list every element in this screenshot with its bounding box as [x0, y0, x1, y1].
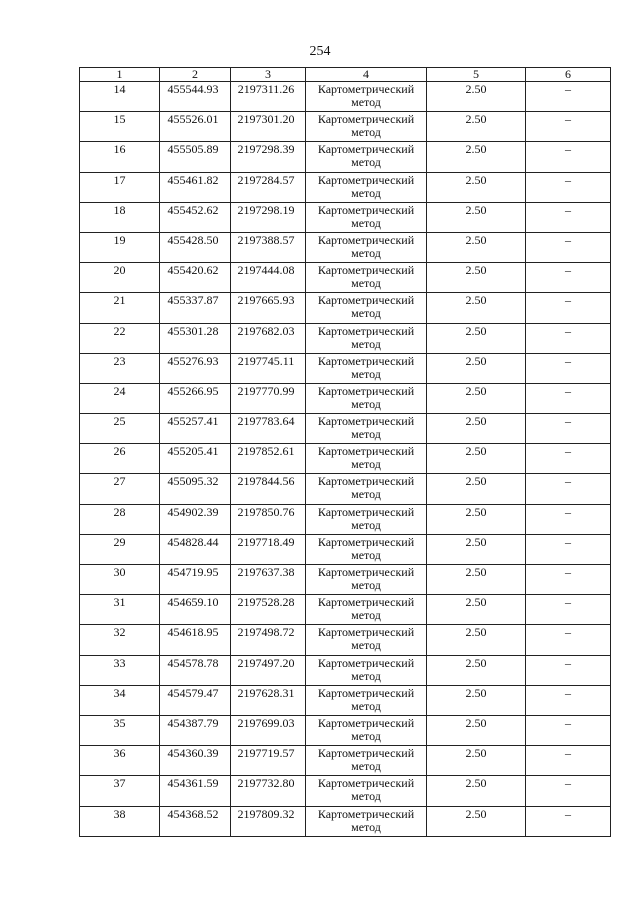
method-line-2: метод — [351, 396, 381, 411]
column-header: 5 — [427, 68, 526, 82]
accuracy-cell: 2.50 — [427, 595, 526, 625]
table-header-row — [80, 68, 611, 82]
method-cell — [306, 474, 427, 504]
accuracy-cell: 2.50 — [427, 504, 526, 534]
table-row — [80, 414, 611, 444]
x-coordinate-cell: 455526.01 — [160, 112, 231, 142]
method-cell — [306, 625, 427, 655]
method-line-2: метод — [351, 668, 381, 683]
method-line-1: Картометрический — [317, 625, 415, 640]
table-row — [80, 655, 611, 685]
method-cell — [306, 746, 427, 776]
x-coordinate-cell: 454578.78 — [160, 655, 231, 685]
point-number-cell: 35 — [80, 715, 160, 745]
y-coordinate-cell: 2197498.72 — [231, 625, 306, 655]
note-cell: – — [526, 293, 611, 323]
method-line-1: Картометрический — [317, 202, 415, 217]
accuracy-cell: 2.50 — [427, 414, 526, 444]
method-line-2: метод — [351, 638, 381, 653]
note-cell: – — [526, 504, 611, 534]
method-cell — [306, 595, 427, 625]
method-line-2: метод — [351, 698, 381, 713]
accuracy-cell: 2.50 — [427, 776, 526, 806]
method-line-1: Картометрический — [317, 323, 415, 338]
x-coordinate-cell: 454902.39 — [160, 504, 231, 534]
x-coordinate-cell: 455257.41 — [160, 414, 231, 444]
note-cell: – — [526, 655, 611, 685]
method-cell — [306, 685, 427, 715]
method-line-1: Картометрический — [317, 565, 415, 579]
method-cell — [306, 806, 427, 836]
y-coordinate-cell: 2197298.39 — [231, 142, 306, 172]
y-coordinate-cell: 2197665.93 — [231, 293, 306, 323]
accuracy-cell: 2.50 — [427, 263, 526, 293]
point-number-cell: 23 — [80, 353, 160, 383]
y-coordinate-cell: 2197718.49 — [231, 534, 306, 564]
point-number-cell: 38 — [80, 806, 160, 836]
table-row — [80, 172, 611, 202]
accuracy-cell: 2.50 — [427, 655, 526, 685]
method-line-1: Картометрический — [317, 504, 415, 519]
note-cell: – — [526, 172, 611, 202]
accuracy-cell: 2.50 — [427, 715, 526, 745]
note-cell: – — [526, 142, 611, 172]
note-cell: – — [526, 112, 611, 142]
note-cell: – — [526, 474, 611, 504]
x-coordinate-cell: 455505.89 — [160, 142, 231, 172]
method-cell — [306, 715, 427, 745]
method-line-1: Картометрический — [317, 383, 415, 398]
method-line-2: метод — [351, 245, 381, 260]
table-row — [80, 534, 611, 564]
y-coordinate-cell: 2197809.32 — [231, 806, 306, 836]
method-line-2: метод — [351, 728, 381, 743]
accuracy-cell: 2.50 — [427, 806, 526, 836]
method-line-1: Картометрический — [317, 232, 415, 247]
note-cell: – — [526, 534, 611, 564]
method-line-1: Картометрический — [317, 806, 415, 821]
method-line-1: Картометрический — [317, 263, 415, 278]
column-header: 3 — [231, 68, 306, 82]
accuracy-cell: 2.50 — [427, 534, 526, 564]
method-line-2: метод — [351, 95, 381, 109]
note-cell: – — [526, 232, 611, 262]
x-coordinate-cell: 455205.41 — [160, 444, 231, 474]
column-header: 6 — [526, 68, 611, 82]
accuracy-cell: 2.50 — [427, 142, 526, 172]
method-cell — [306, 263, 427, 293]
table-row — [80, 82, 611, 112]
method-line-1: Картометрический — [317, 715, 415, 730]
method-line-1: Картометрический — [317, 595, 415, 610]
method-line-1: Картометрический — [317, 685, 415, 700]
accuracy-cell: 2.50 — [427, 353, 526, 383]
method-cell — [306, 504, 427, 534]
table-row — [80, 625, 611, 655]
point-number-cell: 20 — [80, 263, 160, 293]
method-line-1: Картометрический — [317, 776, 415, 791]
note-cell: – — [526, 715, 611, 745]
table-row — [80, 715, 611, 745]
x-coordinate-cell: 454618.95 — [160, 625, 231, 655]
accuracy-cell: 2.50 — [427, 172, 526, 202]
x-coordinate-cell: 455420.62 — [160, 263, 231, 293]
method-cell — [306, 565, 427, 595]
table-row — [80, 776, 611, 806]
x-coordinate-cell: 455266.95 — [160, 383, 231, 413]
method-line-1: Картометрический — [317, 82, 415, 96]
point-number-cell: 31 — [80, 595, 160, 625]
x-coordinate-cell: 455452.62 — [160, 202, 231, 232]
accuracy-cell: 2.50 — [427, 202, 526, 232]
method-line-1: Картометрический — [317, 293, 415, 308]
y-coordinate-cell: 2197745.11 — [231, 353, 306, 383]
accuracy-cell: 2.50 — [427, 232, 526, 262]
method-cell — [306, 353, 427, 383]
accuracy-cell: 2.50 — [427, 685, 526, 715]
note-cell: – — [526, 595, 611, 625]
method-line-2: метод — [351, 487, 381, 502]
accuracy-cell: 2.50 — [427, 565, 526, 595]
column-header: 1 — [80, 68, 160, 82]
method-line-2: метод — [351, 185, 381, 200]
accuracy-cell: 2.50 — [427, 323, 526, 353]
y-coordinate-cell: 2197497.20 — [231, 655, 306, 685]
y-coordinate-cell: 2197682.03 — [231, 323, 306, 353]
point-number-cell: 34 — [80, 685, 160, 715]
table-row — [80, 685, 611, 715]
point-number-cell: 17 — [80, 172, 160, 202]
table-row — [80, 474, 611, 504]
accuracy-cell: 2.50 — [427, 383, 526, 413]
table-row — [80, 202, 611, 232]
x-coordinate-cell: 455337.87 — [160, 293, 231, 323]
point-number-cell: 24 — [80, 383, 160, 413]
y-coordinate-cell: 2197311.26 — [231, 82, 306, 112]
method-line-1: Картометрический — [317, 534, 415, 549]
method-line-1: Картометрический — [317, 353, 415, 368]
method-line-2: метод — [351, 789, 381, 804]
y-coordinate-cell: 2197284.57 — [231, 172, 306, 202]
note-cell: – — [526, 82, 611, 112]
x-coordinate-cell: 454387.79 — [160, 715, 231, 745]
method-line-1: Картометрический — [317, 142, 415, 157]
y-coordinate-cell: 2197628.31 — [231, 685, 306, 715]
point-number-cell: 32 — [80, 625, 160, 655]
method-line-1: Картометрический — [317, 746, 415, 761]
method-line-2: метод — [351, 759, 381, 774]
method-cell — [306, 112, 427, 142]
method-line-2: метод — [351, 517, 381, 532]
method-cell — [306, 323, 427, 353]
point-number-cell: 22 — [80, 323, 160, 353]
x-coordinate-cell: 455095.32 — [160, 474, 231, 504]
table-row — [80, 263, 611, 293]
y-coordinate-cell: 2197783.64 — [231, 414, 306, 444]
point-number-cell: 37 — [80, 776, 160, 806]
note-cell: – — [526, 776, 611, 806]
point-number-cell: 26 — [80, 444, 160, 474]
method-cell — [306, 293, 427, 323]
x-coordinate-cell: 454659.10 — [160, 595, 231, 625]
x-coordinate-cell: 454368.52 — [160, 806, 231, 836]
table-row — [80, 293, 611, 323]
x-coordinate-cell: 454579.47 — [160, 685, 231, 715]
method-cell — [306, 142, 427, 172]
table-row — [80, 504, 611, 534]
table-row — [80, 595, 611, 625]
point-number-cell: 18 — [80, 202, 160, 232]
method-line-2: метод — [351, 215, 381, 230]
y-coordinate-cell: 2197850.76 — [231, 504, 306, 534]
method-line-1: Картометрический — [317, 444, 415, 459]
y-coordinate-cell: 2197852.61 — [231, 444, 306, 474]
accuracy-cell: 2.50 — [427, 746, 526, 776]
y-coordinate-cell: 2197732.80 — [231, 776, 306, 806]
method-line-2: метод — [351, 427, 381, 442]
table-row — [80, 353, 611, 383]
page-number: 254 — [309, 44, 331, 59]
accuracy-cell: 2.50 — [427, 444, 526, 474]
point-number-cell: 14 — [80, 82, 160, 112]
method-line-1: Картометрический — [317, 414, 415, 429]
method-line-2: метод — [351, 547, 381, 562]
table-row — [80, 565, 611, 595]
point-number-cell: 30 — [80, 565, 160, 595]
method-line-2: метод — [351, 125, 381, 140]
method-cell — [306, 383, 427, 413]
point-number-cell: 19 — [80, 232, 160, 262]
method-line-2: метод — [351, 578, 381, 592]
note-cell: – — [526, 263, 611, 293]
column-header: 2 — [160, 68, 231, 82]
y-coordinate-cell: 2197770.99 — [231, 383, 306, 413]
method-line-1: Картометрический — [317, 112, 415, 127]
point-number-cell: 25 — [80, 414, 160, 444]
method-cell — [306, 534, 427, 564]
accuracy-cell: 2.50 — [427, 82, 526, 112]
y-coordinate-cell: 2197844.56 — [231, 474, 306, 504]
x-coordinate-cell: 455301.28 — [160, 323, 231, 353]
y-coordinate-cell: 2197388.57 — [231, 232, 306, 262]
note-cell: – — [526, 565, 611, 595]
y-coordinate-cell: 2197528.28 — [231, 595, 306, 625]
accuracy-cell: 2.50 — [427, 293, 526, 323]
table-row — [80, 232, 611, 262]
y-coordinate-cell: 2197298.19 — [231, 202, 306, 232]
note-cell: – — [526, 353, 611, 383]
point-number-cell: 36 — [80, 746, 160, 776]
method-cell — [306, 414, 427, 444]
table-row — [80, 444, 611, 474]
method-line-2: метод — [351, 608, 381, 623]
point-number-cell: 33 — [80, 655, 160, 685]
accuracy-cell: 2.50 — [427, 112, 526, 142]
method-line-1: Картометрический — [317, 655, 415, 670]
note-cell: – — [526, 625, 611, 655]
method-cell — [306, 82, 427, 112]
method-line-2: метод — [351, 306, 381, 321]
method-cell — [306, 172, 427, 202]
y-coordinate-cell: 2197301.20 — [231, 112, 306, 142]
method-cell — [306, 776, 427, 806]
table-row — [80, 112, 611, 142]
method-line-2: метод — [351, 819, 381, 834]
point-number-cell: 28 — [80, 504, 160, 534]
point-number-cell: 27 — [80, 474, 160, 504]
accuracy-cell: 2.50 — [427, 474, 526, 504]
method-line-2: метод — [351, 457, 381, 472]
note-cell: – — [526, 746, 611, 776]
point-number-cell: 21 — [80, 293, 160, 323]
table-row — [80, 142, 611, 172]
x-coordinate-cell: 455461.82 — [160, 172, 231, 202]
note-cell: – — [526, 444, 611, 474]
note-cell: – — [526, 323, 611, 353]
method-cell — [306, 232, 427, 262]
coordinates-table — [79, 67, 611, 837]
accuracy-cell: 2.50 — [427, 625, 526, 655]
table-row — [80, 746, 611, 776]
y-coordinate-cell: 2197699.03 — [231, 715, 306, 745]
x-coordinate-cell: 455428.50 — [160, 232, 231, 262]
point-number-cell: 16 — [80, 142, 160, 172]
method-cell — [306, 202, 427, 232]
note-cell: – — [526, 383, 611, 413]
x-coordinate-cell: 454719.95 — [160, 565, 231, 595]
y-coordinate-cell: 2197444.08 — [231, 263, 306, 293]
y-coordinate-cell: 2197719.57 — [231, 746, 306, 776]
table-row — [80, 383, 611, 413]
method-cell — [306, 444, 427, 474]
note-cell: – — [526, 806, 611, 836]
point-number-cell: 15 — [80, 112, 160, 142]
note-cell: – — [526, 202, 611, 232]
x-coordinate-cell: 455544.93 — [160, 82, 231, 112]
note-cell: – — [526, 685, 611, 715]
method-line-2: метод — [351, 155, 381, 170]
method-line-2: метод — [351, 366, 381, 381]
note-cell: – — [526, 414, 611, 444]
x-coordinate-cell: 454828.44 — [160, 534, 231, 564]
x-coordinate-cell: 455276.93 — [160, 353, 231, 383]
x-coordinate-cell: 454361.59 — [160, 776, 231, 806]
method-line-2: метод — [351, 336, 381, 351]
x-coordinate-cell: 454360.39 — [160, 746, 231, 776]
method-line-1: Картометрический — [317, 172, 415, 187]
point-number-cell: 29 — [80, 534, 160, 564]
method-line-1: Картометрический — [317, 474, 415, 489]
method-line-2: метод — [351, 276, 381, 291]
y-coordinate-cell: 2197637.38 — [231, 565, 306, 595]
table-row — [80, 323, 611, 353]
column-header: 4 — [306, 68, 427, 82]
table-row — [80, 806, 611, 836]
method-cell — [306, 655, 427, 685]
